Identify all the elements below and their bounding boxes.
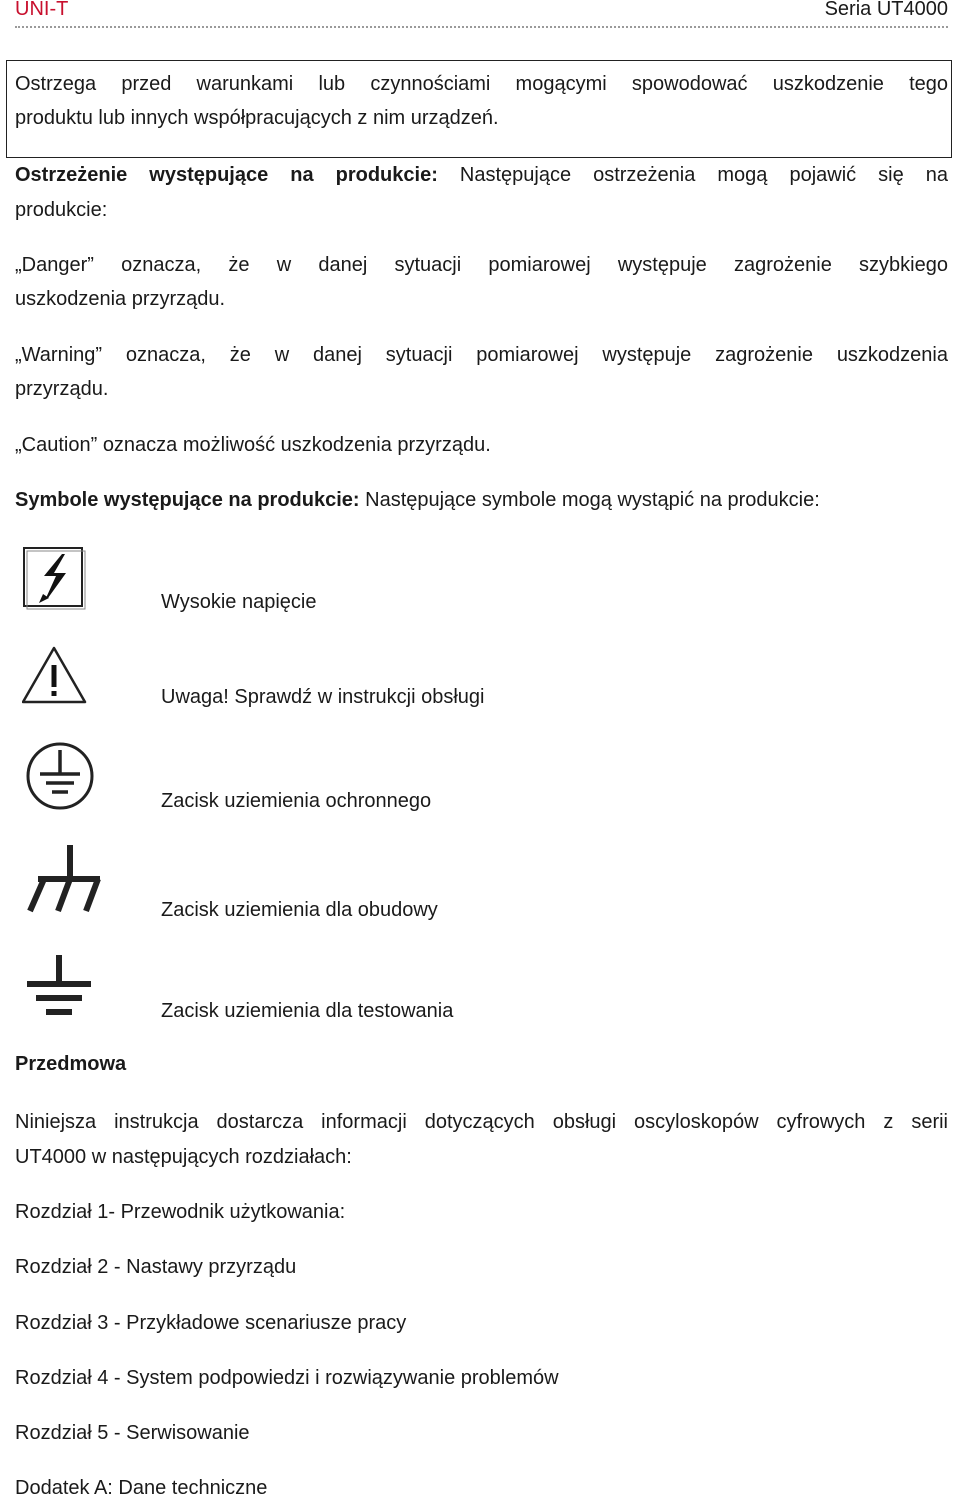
- chassis-ground-icon: [24, 843, 104, 924]
- product-warnings-line2: produkcie:: [15, 199, 108, 221]
- chapter-4: Rozdział 4 - System podpowiedzi i rozwiązywanie problemów: [15, 1367, 559, 1389]
- preface-heading: Przedmowa: [15, 1053, 127, 1075]
- chapter-5: Rozdział 5 - Serwisowanie: [15, 1422, 250, 1444]
- page-header: [15, 0, 948, 28]
- symbols-intro-text: Następujące symbole mogą wystąpić na produkcie:: [365, 489, 820, 511]
- warning-line1: „Warning” oznacza, że w danej sytuacji pomiarowej występuje zagrożenie uszkodzenia: [15, 344, 948, 366]
- protective-earth-icon: [24, 740, 96, 817]
- appendix-a: Dodatek A: Dane techniczne: [15, 1477, 268, 1499]
- series-name: Seria UT4000: [824, 0, 948, 20]
- warning-line2: przyrządu.: [15, 378, 109, 400]
- caution-triangle-icon: [22, 645, 88, 710]
- high-voltage-icon: [22, 546, 86, 615]
- test-ground-icon: [24, 953, 94, 1024]
- warning-box-line1: Ostrzega przed warunkami lub czynnościami mogącymi spowodować uszkodzenie tego: [15, 73, 948, 95]
- product-warnings-text: Następujące ostrzeżenia mogą pojawić się na: [459, 164, 948, 186]
- chapter-1: Rozdział 1- Przewodnik użytkowania:: [15, 1201, 346, 1223]
- chapter-2: Rozdział 2 - Nastawy przyrządu: [15, 1256, 297, 1278]
- warning-box-line2: produktu lub innych współpracujących z nim urządzeń.: [15, 107, 499, 129]
- product-warnings-line1: [15, 158, 948, 193]
- preface-line1: Niniejsza instrukcja dostarcza informacji dotyczących obsługi oscyloskopów cyfrowych z serii: [15, 1111, 948, 1133]
- symbol-label-chassis-ground: Zacisk uziemienia dla obudowy: [161, 899, 438, 921]
- symbol-label-protective-earth: Zacisk uziemienia ochronnego: [161, 790, 432, 812]
- chapter-3: Rozdział 3 - Przykładowe scenariusze pracy: [15, 1312, 407, 1334]
- preface-line2: UT4000 w następujących rozdziałach:: [15, 1146, 352, 1168]
- danger-line2: uszkodzenia przyrządu.: [15, 288, 226, 310]
- symbol-label-high-voltage: Wysokie napięcie: [161, 591, 317, 613]
- product-warnings-heading: Ostrzeżenie występujące na produkcie:: [15, 164, 438, 186]
- symbols-intro: [15, 483, 948, 518]
- brand-name: UNI-T: [15, 0, 69, 20]
- symbol-label-test-ground: Zacisk uziemienia dla testowania: [161, 1000, 454, 1022]
- danger-line1: „Danger” oznacza, że w danej sytuacji pomiarowej występuje zagrożenie szybkiego: [15, 254, 948, 276]
- symbol-label-caution: Uwaga! Sprawdź w instrukcji obsługi: [161, 686, 485, 708]
- caution-line: „Caution” oznacza możliwość uszkodzenia przyrządu.: [15, 434, 491, 456]
- symbols-heading: Symbole występujące na produkcie:: [15, 489, 360, 511]
